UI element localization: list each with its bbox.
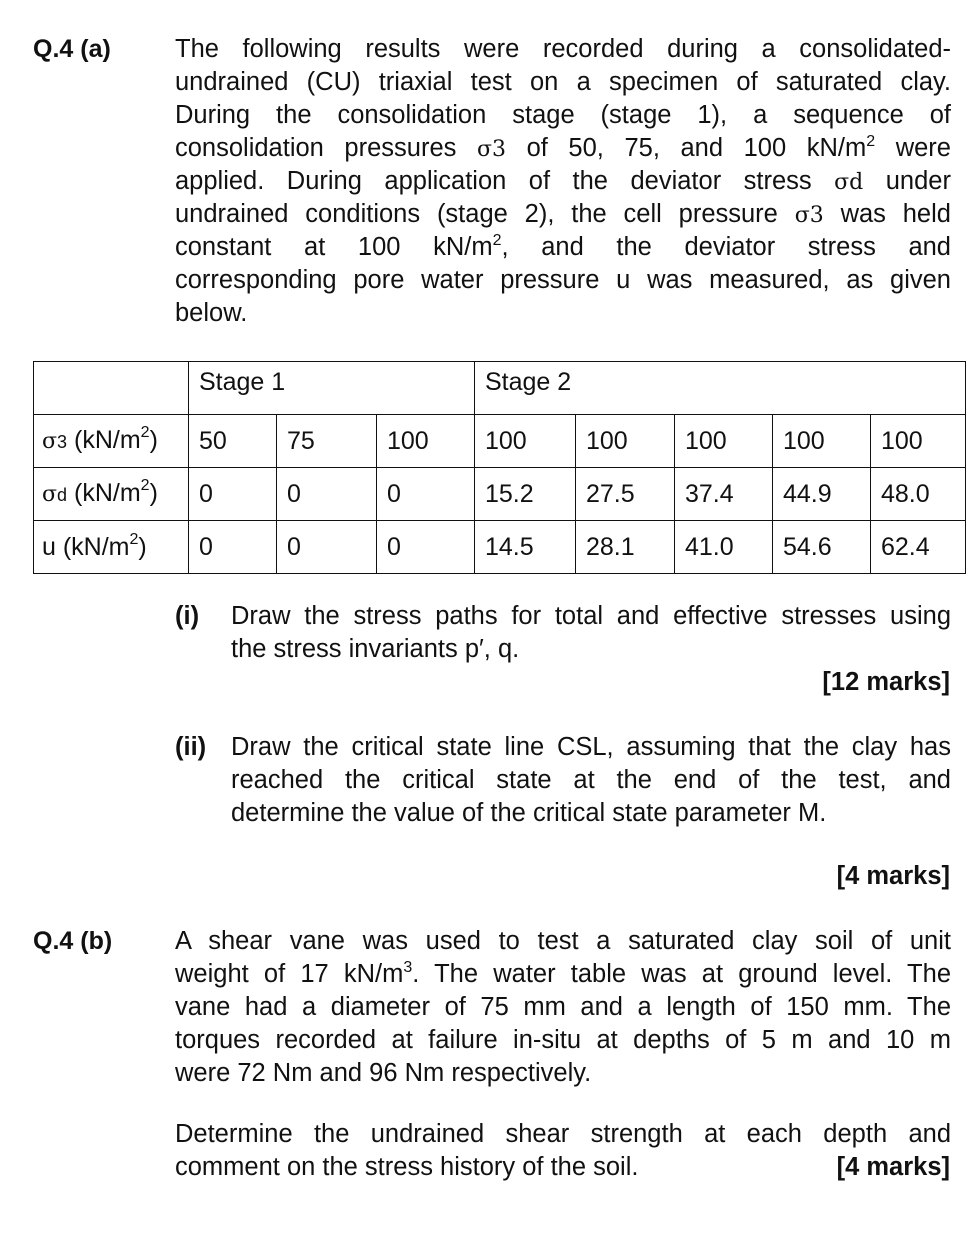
table-cell: 0 bbox=[277, 521, 377, 574]
question-4a-label: Q.4 (a) bbox=[33, 35, 111, 63]
table-cell: 0 bbox=[277, 468, 377, 521]
table-cell: 37.4 bbox=[675, 468, 773, 521]
q4b-marks: [4 marks] bbox=[836, 1153, 950, 1181]
table-row-sigma3 bbox=[34, 415, 966, 468]
row-label-sigmad: σd $(kN/m^2)$ bbox=[34, 468, 189, 521]
table-row-u bbox=[34, 521, 966, 574]
triaxial-results-table bbox=[33, 361, 966, 574]
table-row-sigmad bbox=[34, 468, 966, 521]
q4b-task-line-2: comment on the stress history of the soil. bbox=[175, 1153, 639, 1181]
q4b-line-4: torques recorded at failure in-situ at depths of 5 m and 10 m bbox=[175, 1026, 951, 1054]
row-label-sigma3: σ3 $(kN/m^2)$ bbox=[34, 415, 189, 468]
stage-1-header: Stage 1 bbox=[189, 362, 475, 415]
q4a-line-3: During the consolidation stage (stage 1), a sequence of bbox=[175, 101, 951, 129]
question-4b-label: Q.4 (b) bbox=[33, 927, 113, 955]
q4b-task-line-1: Determine the undrained shear strength at each depth and bbox=[175, 1120, 951, 1148]
part-ii-line-2: reached the critical state at the end of the test, and bbox=[231, 766, 951, 794]
table-cell: 100 bbox=[675, 415, 773, 468]
q4b-line-3: vane had a diameter of 75 mm and a length of 150 mm. The bbox=[175, 993, 951, 1021]
table-cell: 48.0 bbox=[871, 468, 966, 521]
table-cell: 100 bbox=[377, 415, 475, 468]
table-header-row bbox=[34, 362, 966, 415]
part-ii-line-3: determine the value of the critical state parameter M. bbox=[231, 799, 827, 827]
table-cell: 62.4 bbox=[871, 521, 966, 574]
table-cell: 0 bbox=[189, 468, 277, 521]
table-cell: 50 bbox=[189, 415, 277, 468]
part-ii-line-1: Draw the critical state line CSL, assuming that the clay has bbox=[231, 733, 951, 761]
part-i-marks: [12 marks] bbox=[822, 668, 950, 696]
part-ii-text bbox=[231, 731, 951, 830]
table-cell: 100 bbox=[871, 415, 966, 468]
sigmad-symbol: σd bbox=[834, 170, 864, 195]
q4b-line-2: weight of 17 $kN/m^3$. The water table was at ground level. The bbox=[175, 958, 951, 988]
table-cell: 0 bbox=[377, 521, 475, 574]
table-cell: 15.2 bbox=[475, 468, 576, 521]
table-corner-cell bbox=[34, 362, 189, 415]
q4a-line-2: undrained (CU) triaxial test on a specimen of saturated clay. bbox=[175, 68, 951, 96]
table-cell: 44.9 bbox=[773, 468, 871, 521]
part-i-text bbox=[231, 600, 951, 666]
table-cell: 27.5 bbox=[576, 468, 675, 521]
table-cell: 54.6 bbox=[773, 521, 871, 574]
q4a-line-7: constant at 100 $kN/m^2$, and the deviator stress and bbox=[175, 231, 951, 261]
stage-2-header: Stage 2 bbox=[475, 362, 966, 415]
q4a-line-9: below. bbox=[175, 299, 248, 327]
row-label-u: u $(kN/m^2)$ bbox=[34, 521, 189, 574]
part-i-line-1: Draw the stress paths for total and effective stresses using bbox=[231, 602, 951, 630]
table-cell: 0 bbox=[189, 521, 277, 574]
part-ii-label: (ii) bbox=[175, 733, 207, 761]
part-i-line-2: the stress invariants p′, q. bbox=[231, 635, 520, 663]
part-i-label: (i) bbox=[175, 602, 200, 630]
part-ii-marks: [4 marks] bbox=[836, 862, 950, 890]
table-cell: 100 bbox=[475, 415, 576, 468]
q4b-line-5: were 72 Nm and 96 Nm respectively. bbox=[175, 1059, 592, 1087]
q4a-line-6: undrained conditions (stage 2), the cell pressure σ3 was held bbox=[175, 200, 951, 228]
q4a-line-1: The following results were recorded during a consolidated- bbox=[175, 35, 951, 63]
sigma3-symbol: σ3 bbox=[476, 137, 506, 162]
question-4b-text bbox=[175, 925, 951, 1090]
table-cell: 75 bbox=[277, 415, 377, 468]
table-cell: 41.0 bbox=[675, 521, 773, 574]
q4b-line-1: A shear vane was used to test a saturated clay soil of unit bbox=[175, 927, 951, 955]
question-4a-text bbox=[175, 33, 951, 330]
q4a-line-5: applied. During application of the deviator stress σd under bbox=[175, 167, 951, 195]
table-cell: 0 bbox=[377, 468, 475, 521]
table-cell: 100 bbox=[576, 415, 675, 468]
table-cell: 100 bbox=[773, 415, 871, 468]
q4a-line-8: corresponding pore water pressure u was measured, as given bbox=[175, 266, 951, 294]
question-4b-task bbox=[175, 1118, 951, 1184]
q4a-line-4: consolidation pressures σ3 of 50, 75, and 100 $kN/m^2$ were bbox=[175, 132, 951, 162]
sigma3-symbol: σ3 bbox=[794, 203, 824, 228]
table-cell: 14.5 bbox=[475, 521, 576, 574]
table-cell: 28.1 bbox=[576, 521, 675, 574]
